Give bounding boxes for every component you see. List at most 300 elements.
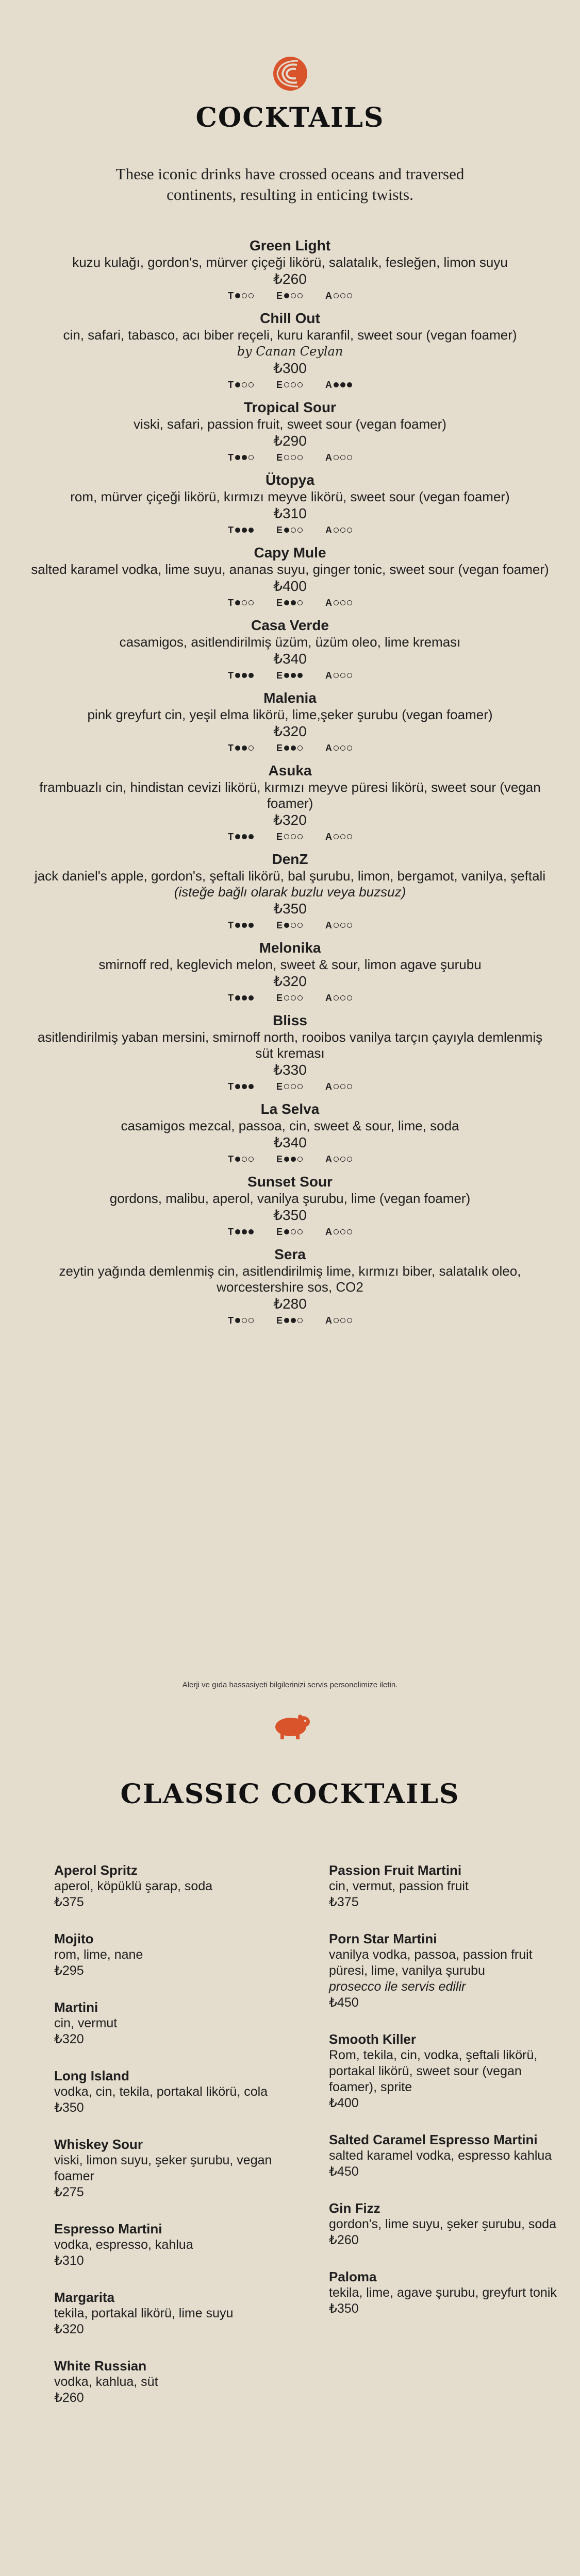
classic-ingredients: Rom, tekila, cin, vodka, şeftali likörü, portakal likörü, sweet sour (vegan foamer), sprite [329,2048,538,2094]
cocktail-name: Tropical Sour [244,399,336,415]
flavor-scale [276,451,303,464]
scale-letter: E [276,1081,283,1092]
scale-dot [235,1157,240,1162]
flavor-scale [325,1314,352,1327]
flavor-scale [228,451,254,464]
scale-dot [235,1084,240,1089]
scale-dot [334,745,339,751]
cocktail-name: Bliss [273,1012,307,1028]
scale-dot [248,995,254,1001]
cocktail-name: DenZ [272,851,308,867]
classic-name: Salted Caramel Espresso Martini [329,2132,538,2147]
scale-dot [248,455,254,460]
classic-ingredients: viski, limon suyu, şeker şurubu, vegan foamer [54,2153,272,2183]
scale-dot [284,293,289,298]
scale-dot [242,923,247,928]
cocktail-price: ₺320 [273,812,307,828]
flavor-scale [325,991,352,1005]
cocktail-item [0,1100,580,1166]
scale-dot [235,673,240,678]
classic-item [54,2221,291,2269]
flavor-scale [276,1314,303,1327]
flavor-scale [276,741,303,755]
flavor-scale [276,1080,303,1093]
scale-dot [291,1157,296,1162]
scale-dot [235,834,240,839]
scale-dot [334,923,339,928]
scale-dot [340,1157,345,1162]
flavor-scale [228,1080,254,1093]
classic-item [54,1862,291,1910]
scale-letter: T [227,1315,234,1326]
scale-dot [334,673,339,678]
scale-dot [284,600,289,605]
flavor-scale [228,919,254,932]
scale-dot [340,745,345,751]
cocktail-ingredients: rom, mürver çiçeği likörü, kırmızı meyve likörü, sweet sour (vegan foamer) [70,489,510,504]
classic-item [329,2200,566,2248]
scale-letter: A [325,993,332,1003]
scale-dot [340,1084,345,1089]
scale-dot [334,1157,339,1162]
cocktail-name: Melonika [259,940,321,956]
scale-dot [284,1229,289,1234]
cocktail-item [0,851,580,932]
cocktail-item [0,689,580,755]
scale-letter: T [227,993,234,1003]
classic-item [54,2358,291,2406]
scale-letter: A [325,452,332,463]
cocktail-item [0,471,580,537]
cocktail-ingredients: cin, safari, tabasco, acı biber reçeli, kuru karanfil, sweet sour (vegan foamer) [63,327,517,343]
scale-dot [297,834,303,839]
cocktail-name: La Selva [260,1101,320,1117]
scale-dot [334,1229,339,1234]
cocktail-item [0,399,580,464]
scale-dot [291,673,296,678]
scale-dot [284,382,289,387]
flavor-scales [0,451,580,464]
classic-column-right [329,1862,566,2337]
scale-dot [235,382,240,387]
scale-letter: T [227,525,234,535]
scale-dot [340,673,345,678]
scale-dot [291,455,296,460]
scale-dot [242,673,247,678]
classic-item [329,2031,566,2111]
cocktails-title: COCKTAILS [195,102,385,133]
cocktail-item [0,1246,580,1327]
cocktail-price: ₺350 [273,901,307,917]
cocktail-ingredients: kuzu kulağı, gordon's, mürver çiçeği likörü, salatalık, fesleğen, limon suyu [72,255,508,270]
scale-dot [284,528,289,533]
flavor-scale [228,1225,254,1239]
flavor-scale [228,378,254,392]
cocktail-list [0,237,580,1334]
flavor-scale [228,1153,254,1166]
scale-letter: A [325,525,332,535]
scale-letter: E [276,993,283,1003]
scale-dot [242,995,247,1001]
flavor-scale [325,523,352,537]
scale-letter: A [325,1315,332,1326]
cocktail-ingredients: smirnoff red, keglevich melon, sweet & sour, limon agave şurubu [98,957,482,972]
classic-price: ₺260 [329,2233,359,2247]
classic-item [54,1931,291,1979]
cocktail-price: ₺280 [273,1296,307,1312]
cocktail-price: ₺300 [273,360,307,376]
scale-letter: A [325,832,332,842]
classic-cocktails-title: CLASSIC COCKTAILS [120,1778,460,1810]
flavor-scale [325,451,352,464]
scale-dot [284,745,289,751]
classic-price: ₺350 [329,2301,359,2316]
scale-letter: T [227,291,234,301]
classic-name: Aperol Spritz [54,1862,138,1878]
flavor-scale [276,1153,303,1166]
flavor-scales [0,289,580,302]
scale-letter: A [325,1154,332,1164]
scale-letter: E [276,1227,283,1237]
scale-letter: E [276,920,283,930]
cocktail-item [0,544,580,609]
scale-letter: T [227,380,234,390]
classic-ingredients: vodka, cin, tekila, portakal likörü, cola [54,2084,268,2099]
classic-price: ₺295 [54,1963,84,1978]
classic-ingredients: tekila, lime, agave şurubu, greyfurt tonik [329,2285,557,2300]
scale-dot [242,834,247,839]
scale-dot [248,528,254,533]
flavor-scale [228,596,254,609]
scale-dot [297,455,303,460]
scale-letter: E [276,525,283,535]
classic-name: Long Island [54,2068,129,2083]
scale-dot [248,923,254,928]
flavor-scale [325,378,352,392]
scale-dot [340,995,345,1001]
scale-dot [334,600,339,605]
flavor-scale [276,378,303,392]
flavor-scales [0,991,580,1005]
classic-ingredients: salted karamel vodka, espresso kahlua [329,2148,552,2163]
flavor-scales [0,669,580,682]
cocktail-name: Sunset Sour [247,1174,333,1190]
classic-ingredients: cin, vermut, passion fruit [329,1879,469,1893]
flavor-scale [228,830,254,843]
scale-dot [340,600,345,605]
scale-dot [284,995,289,1001]
flavor-scale [228,741,254,755]
cocktail-name: Malenia [263,690,317,706]
flavor-scale [325,741,352,755]
flavor-scale [276,830,303,843]
scale-dot [235,1229,240,1234]
scale-dot [347,1157,352,1162]
flavor-scale [276,669,303,682]
scale-dot [347,382,352,387]
bartender-signature: by Canan Ceylan [237,344,343,359]
classic-price: ₺375 [329,1895,359,1909]
scale-dot [235,1318,240,1323]
scale-dot [284,1318,289,1323]
classic-item [54,1999,291,2047]
scale-dot [235,293,240,298]
scale-dot [340,923,345,928]
cocktail-ingredients: pink greyfurt cin, yeşil elma likörü, lime,şeker şurubu (vegan foamer) [87,707,493,722]
scale-dot [242,455,247,460]
cocktail-item [0,617,580,682]
classic-item [329,1931,566,2011]
scale-dot [242,1229,247,1234]
logo-icon [272,56,308,92]
scale-dot [242,528,247,533]
scale-dot [248,1157,254,1162]
cocktail-name: Capy Mule [254,545,326,561]
classic-note: prosecco ile servis edilir [329,1979,466,1994]
classic-name: Martini [54,1999,98,2015]
classic-item [54,2137,291,2200]
scale-dot [242,382,247,387]
flavor-scale [228,669,254,682]
cocktails-intro: These iconic drinks have crossed oceans and traversed continents, resulting in enticing twists. [115,165,465,204]
cocktail-name: Green Light [249,238,331,253]
classic-ingredients: tekila, portakal likörü, lime suyu [54,2306,234,2320]
classic-ingredients: rom, lime, nane [54,1947,143,1962]
scale-dot [284,1084,289,1089]
scale-letter: T [227,1227,234,1237]
flavor-scales [0,378,580,392]
scale-dot [347,1318,352,1323]
flavor-scale [325,919,352,932]
scale-dot [291,1229,296,1234]
classic-price: ₺375 [54,1895,84,1909]
scale-dot [347,1084,352,1089]
cocktail-price: ₺320 [273,973,307,989]
cocktail-ingredients: zeytin yağında demlenmiş cin, asitlendirilmiş lime, kırmızı biber, salatalık oleo, worcestershire sos, CO2 [59,1263,521,1295]
scale-letter: E [276,1315,283,1326]
flavor-scale [276,523,303,537]
scale-letter: E [276,452,283,463]
classic-price: ₺400 [329,2096,359,2110]
scale-dot [340,1318,345,1323]
scale-dot [334,455,339,460]
scale-dot [334,834,339,839]
classic-name: Smooth Killer [329,2031,417,2047]
classic-name: Paloma [329,2269,377,2284]
scale-dot [242,1318,247,1323]
classic-price: ₺275 [54,2185,84,2199]
classic-ingredients: aperol, köpüklü şarap, soda [54,1879,213,1893]
scale-letter: T [227,598,234,608]
cocktail-name: Asuka [268,762,312,778]
scale-dot [242,600,247,605]
flavor-scales [0,596,580,609]
cocktail-price: ₺310 [273,505,307,521]
cocktail-item [0,1173,580,1239]
classic-price: ₺450 [329,2164,359,2179]
scale-letter: A [325,598,332,608]
scale-dot [334,528,339,533]
scale-letter: A [325,1081,332,1092]
flavor-scale [276,289,303,302]
scale-dot [347,923,352,928]
flavor-scale [228,523,254,537]
cocktail-ingredients: asitlendirilmiş yaban mersini, smirnoff north, rooibos vanilya tarçın çayıyla demlenmiş süt kreması [37,1029,543,1061]
flavor-scales [0,523,580,537]
scale-dot [340,382,345,387]
scale-letter: A [325,743,332,753]
classic-price: ₺260 [54,2391,84,2405]
scale-dot [235,455,240,460]
scale-dot [248,293,254,298]
flavor-scales [0,741,580,755]
cocktail-price: ₺350 [273,1207,307,1223]
scale-dot [297,382,303,387]
classic-item [54,2290,291,2337]
scale-dot [248,1318,254,1323]
scale-dot [248,382,254,387]
classic-name: Whiskey Sour [54,2137,143,2152]
scale-letter: A [325,670,332,681]
flavor-scales [0,830,580,843]
scale-dot [235,745,240,751]
scale-dot [235,600,240,605]
classic-ingredients: gordon's, lime suyu, şeker şurubu, soda [329,2217,557,2231]
scale-dot [297,1229,303,1234]
scale-dot [297,923,303,928]
scale-dot [334,995,339,1001]
flavor-scale [228,991,254,1005]
scale-dot [347,673,352,678]
cocktail-price: ₺340 [273,651,307,667]
classic-name: Gin Fizz [329,2200,380,2216]
classic-ingredients: vodka, kahlua, süt [54,2375,158,2389]
scale-dot [347,834,352,839]
flavor-scale [228,289,254,302]
scale-dot [291,600,296,605]
cocktail-name: Casa Verde [251,617,329,633]
scale-letter: T [227,452,234,463]
scale-letter: E [276,380,283,390]
cocktail-name: Sera [274,1246,306,1262]
classic-ingredients: vanilya vodka, passoa, passion fruit püresi, lime, vanilya şurubu [329,1947,533,1978]
scale-dot [284,1157,289,1162]
scale-dot [347,995,352,1001]
capybara-icon [270,1709,311,1740]
cocktail-price: ₺290 [273,433,307,449]
classic-price: ₺350 [54,2100,84,2115]
scale-letter: E [276,743,283,753]
scale-dot [235,923,240,928]
scale-dot [242,745,247,751]
scale-letter: E [276,598,283,608]
classic-ingredients: vodka, espresso, kahlua [54,2238,193,2252]
cocktail-ingredients: casamigos, asitlendirilmiş üzüm, üzüm oleo, lime kreması [119,634,461,650]
scale-dot [291,745,296,751]
flavor-scales [0,1225,580,1239]
cocktail-item [0,1012,580,1093]
cocktail-note: (isteğe bağlı olarak buzlu veya buzsuz) [174,884,406,900]
scale-dot [248,1084,254,1089]
classic-name: White Russian [54,2358,147,2374]
scale-dot [291,995,296,1001]
cocktail-ingredients: gordons, malibu, aperol, vanilya şurubu, lime (vegan foamer) [109,1191,471,1206]
scale-dot [248,673,254,678]
scale-dot [297,293,303,298]
classic-price: ₺450 [329,1995,359,2010]
scale-dot [340,528,345,533]
flavor-scale [325,289,352,302]
scale-dot [284,923,289,928]
classic-name: Mojito [54,1931,94,1946]
cocktail-item [0,310,580,392]
scale-dot [291,834,296,839]
scale-dot [291,528,296,533]
classic-price: ₺320 [54,2322,84,2336]
cocktail-price: ₺260 [273,271,307,287]
scale-dot [235,528,240,533]
flavor-scale [325,1153,352,1166]
scale-letter: A [325,291,332,301]
scale-letter: T [227,920,234,930]
cocktail-item [0,762,580,843]
scale-letter: E [276,291,283,301]
scale-dot [334,293,339,298]
cocktail-ingredients: salted karamel vodka, lime suyu, ananas suyu, ginger tonic, sweet sour (vegan foamer) [31,562,549,577]
scale-dot [248,834,254,839]
scale-dot [347,1229,352,1234]
flavor-scale [228,1314,254,1327]
scale-letter: T [227,670,234,681]
classic-price: ₺320 [54,2032,84,2046]
scale-dot [291,1318,296,1323]
scale-letter: E [276,670,283,681]
scale-dot [235,995,240,1001]
classic-column-left [54,1862,291,2427]
flavor-scales [0,1314,580,1327]
scale-dot [242,1084,247,1089]
scale-dot [297,673,303,678]
scale-dot [291,923,296,928]
flavor-scale [325,596,352,609]
scale-dot [340,834,345,839]
scale-dot [291,382,296,387]
classic-item [329,2132,566,2180]
scale-dot [340,293,345,298]
classic-price: ₺310 [54,2253,84,2268]
scale-dot [347,745,352,751]
cocktail-name: Chill Out [260,310,320,326]
cocktail-ingredients: frambuazlı cin, hindistan cevizi likörü, kırmızı meyve püresi likörü, sweet sour (vegan foamer) [39,779,541,811]
flavor-scale [325,1080,352,1093]
scale-dot [347,455,352,460]
scale-dot [297,1084,303,1089]
scale-dot [297,745,303,751]
scale-dot [248,600,254,605]
scale-letter: T [227,1154,234,1164]
scale-dot [347,528,352,533]
scale-letter: E [276,1154,283,1164]
scale-letter: A [325,1227,332,1237]
cocktail-item [0,237,580,302]
scale-dot [248,1229,254,1234]
scale-dot [334,382,339,387]
classic-name: Espresso Martini [54,2221,162,2236]
flavor-scale [276,1225,303,1239]
scale-dot [297,1318,303,1323]
classic-name: Margarita [54,2290,115,2305]
scale-letter: A [325,380,332,390]
